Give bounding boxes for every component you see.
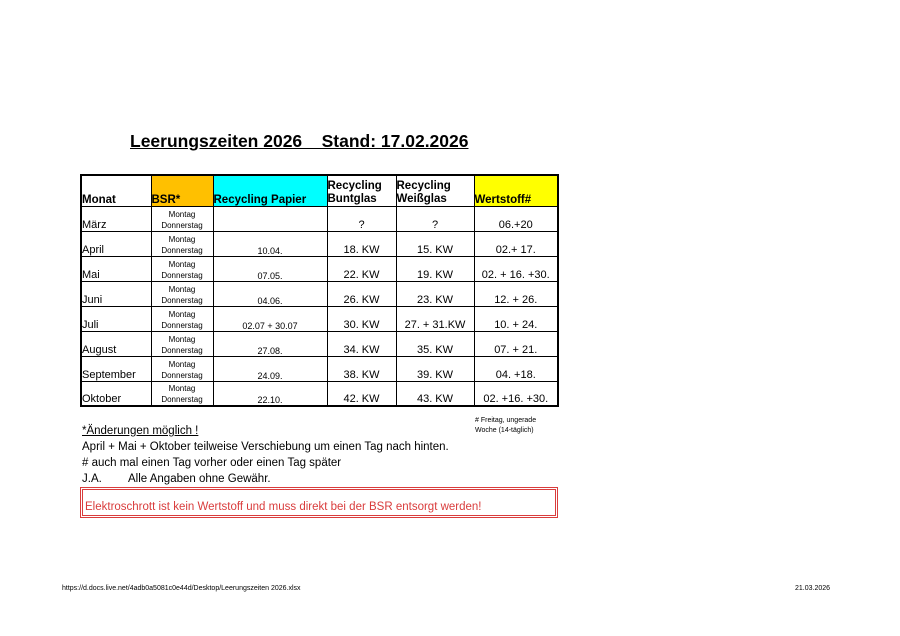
note-hash: # auch mal einen Tag vorher oder einen Tag später xyxy=(82,457,342,469)
note-shift: April + Mai + Oktober teilweise Verschiebung um einen Tag nach hinten. xyxy=(82,441,449,453)
buntglas-cell: 22. KW xyxy=(327,256,396,281)
papier-cell: 27.08. xyxy=(213,331,327,356)
footer-date: 21.03.2026 xyxy=(795,585,831,592)
header-weissglas-line2: Weißglas xyxy=(396,192,447,205)
schedule-table xyxy=(80,174,559,407)
weissglas-cell: 15. KW xyxy=(396,231,474,256)
table-row-september xyxy=(81,356,558,381)
header-weissglas-line1: Recycling xyxy=(396,179,451,192)
bsr-day-1: Montag xyxy=(168,209,196,219)
warning-box-inner xyxy=(82,489,556,516)
month-cell: August xyxy=(81,331,151,356)
bsr-day-2: Donnerstag xyxy=(161,395,203,404)
header-wertstoff: Wertstoff# xyxy=(474,175,558,206)
table-body xyxy=(81,206,558,406)
bsr-day-2: Donnerstag xyxy=(161,295,203,305)
bsr-day-1: Montag xyxy=(168,309,196,319)
note-changes: *Änderungen möglich ! xyxy=(82,425,199,437)
bsr-day-1: Montag xyxy=(168,334,196,344)
buntglas-cell: 42. KW xyxy=(327,381,396,406)
bsr-days-cell xyxy=(151,306,213,331)
bsr-day-2: Donnerstag xyxy=(161,370,203,380)
bsr-days-cell xyxy=(151,381,213,406)
footnote-freitag xyxy=(475,416,536,435)
month-cell: Mai xyxy=(81,256,151,281)
table-row-april xyxy=(81,231,558,256)
wertstoff-cell: 10. + 24. xyxy=(474,306,558,331)
bsr-days-cell xyxy=(151,331,213,356)
header-row xyxy=(81,175,558,206)
month-cell: März xyxy=(81,206,151,231)
header-buntglas-line2: Buntglas xyxy=(327,192,377,205)
note-initials: J.A. xyxy=(82,473,102,485)
papier-cell: 02.07 + 30.07 xyxy=(213,306,327,331)
bsr-days-cell xyxy=(151,231,213,256)
note-disclaimer-line xyxy=(82,473,271,485)
buntglas-cell: 18. KW xyxy=(327,231,396,256)
bsr-day-2: Donnerstag xyxy=(161,245,203,255)
weissglas-cell: 35. KW xyxy=(396,331,474,356)
weissglas-cell: 19. KW xyxy=(396,256,474,281)
bsr-day-2: Donnerstag xyxy=(161,270,203,280)
bsr-day-2: Donnerstag xyxy=(161,220,203,230)
wertstoff-cell: 02. +16. +30. xyxy=(474,381,558,406)
header-recycling-buntglas xyxy=(327,175,396,206)
table-row-juli xyxy=(81,306,558,331)
buntglas-cell: 34. KW xyxy=(327,331,396,356)
wertstoff-cell: 12. + 26. xyxy=(474,281,558,306)
papier-cell: 22.10. xyxy=(213,381,327,406)
footnote-freitag-line1: # Freitag, ungerade xyxy=(475,417,537,424)
bsr-day-1: Montag xyxy=(168,259,196,269)
table-row-august xyxy=(81,331,558,356)
buntglas-cell: 30. KW xyxy=(327,306,396,331)
buntglas-cell: 26. KW xyxy=(327,281,396,306)
weissglas-cell: 39. KW xyxy=(396,356,474,381)
table-row-juni xyxy=(81,281,558,306)
weissglas-cell: 27. + 31.KW xyxy=(396,306,474,331)
bsr-day-1: Montag xyxy=(168,359,196,369)
table-header xyxy=(81,175,558,206)
month-cell: Juli xyxy=(81,306,151,331)
bsr-day-1: Montag xyxy=(168,284,196,294)
weissglas-cell: ? xyxy=(396,206,474,231)
month-cell: Juni xyxy=(81,281,151,306)
header-buntglas-line1: Recycling xyxy=(327,179,382,192)
table-row-oktober xyxy=(81,381,558,406)
bsr-day-1: Montag xyxy=(168,234,196,244)
table-row-maerz xyxy=(81,206,558,231)
buntglas-cell: 38. KW xyxy=(327,356,396,381)
month-cell: September xyxy=(81,356,151,381)
page-title: Leerungszeiten 2026 Stand: 17.02.2026 xyxy=(130,131,469,151)
papier-cell: 07.05. xyxy=(213,256,327,281)
wertstoff-cell: 06.+20 xyxy=(474,206,558,231)
bsr-day-2: Donnerstag xyxy=(161,345,203,355)
header-recycling-papier: Recycling Papier xyxy=(213,175,327,206)
bsr-days-cell xyxy=(151,281,213,306)
wertstoff-cell: 02.+ 17. xyxy=(474,231,558,256)
wertstoff-cell: 04. +18. xyxy=(474,356,558,381)
header-monat: Monat xyxy=(81,175,151,206)
warning-box xyxy=(80,487,558,518)
wertstoff-cell: 07. + 21. xyxy=(474,331,558,356)
papier-cell: 24.09. xyxy=(213,356,327,381)
buntglas-cell: ? xyxy=(327,206,396,231)
header-recycling-weissglas xyxy=(396,175,474,206)
month-cell: Oktober xyxy=(81,381,151,406)
papier-cell xyxy=(213,206,327,231)
bsr-day-1: Montag xyxy=(168,384,196,393)
bsr-days-cell xyxy=(151,256,213,281)
papier-cell: 10.04. xyxy=(213,231,327,256)
warning-text: Elektroschrott ist kein Wertstoff und muss direkt bei der BSR entsorgt werden! xyxy=(85,501,482,513)
footer-file-path: https://d.docs.live.net/4adb0a5081c0e44d/Desktop/Leerungszeiten 2026.xlsx xyxy=(62,585,301,592)
bsr-days-cell xyxy=(151,356,213,381)
wertstoff-cell: 02. + 16. +30. xyxy=(474,256,558,281)
papier-cell: 04.06. xyxy=(213,281,327,306)
weissglas-cell: 23. KW xyxy=(396,281,474,306)
bsr-day-2: Donnerstag xyxy=(161,320,203,330)
footnote-freitag-line2: Woche (14-täglich) xyxy=(475,426,534,434)
table-row-mai xyxy=(81,256,558,281)
month-cell: April xyxy=(81,231,151,256)
header-bsr: BSR* xyxy=(151,175,213,206)
weissglas-cell: 43. KW xyxy=(396,381,474,406)
bsr-days-cell xyxy=(151,206,213,231)
note-disclaimer: Alle Angaben ohne Gewähr. xyxy=(128,473,271,485)
